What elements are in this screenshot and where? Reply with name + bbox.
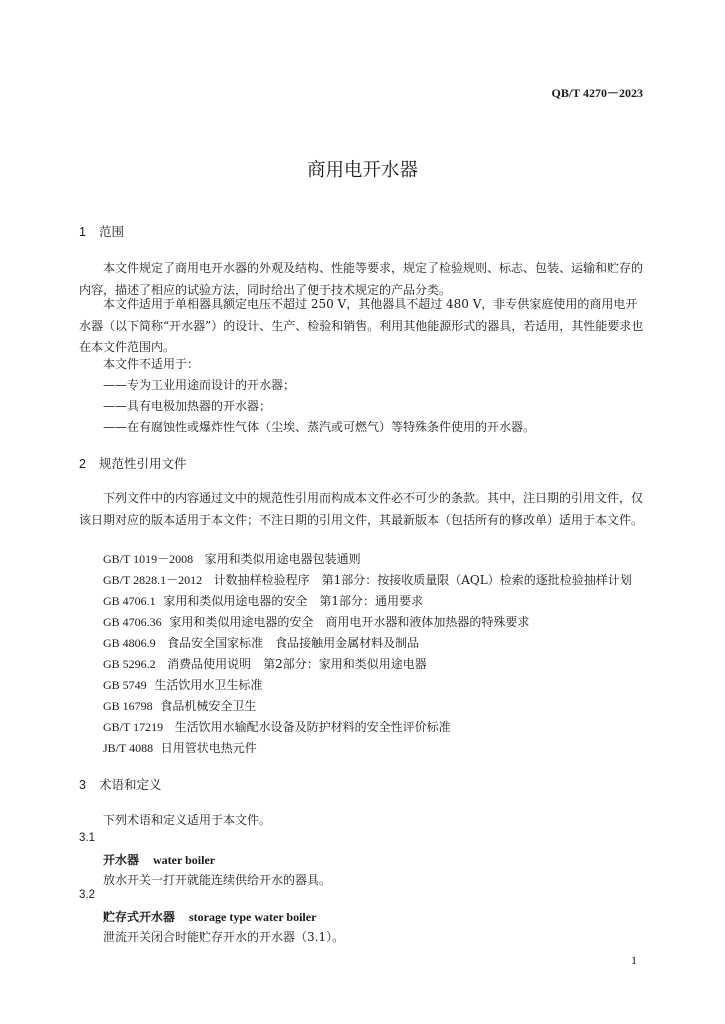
reference-item: GB 5749 生活饮用水卫生标准	[103, 678, 263, 692]
reference-item: GB 4706.1 家用和类似用途电器的安全 第1部分：通用要求	[103, 594, 423, 608]
section-2-intro: 下列文件中的内容通过文中的规范性引用而构成本文件必不可少的条款。其中，注日期的引用文件，仅该日期对应的版本适用于本文件；不注日期的引用文件，其最新版本（包括所有的修改单）适用于本文件。	[79, 491, 644, 527]
section-title: 规范性引用文件	[99, 456, 187, 471]
section-number: 3	[79, 778, 86, 792]
term-name: 开水器 water boiler	[103, 853, 216, 867]
section-1-paragraph-3: 本文件不适用于：	[103, 357, 200, 371]
section-1-paragraph-1: 本文件规定了商用电开水器的外观及结构、性能等要求，规定了检验规则、标志、包装、运输和贮存的内容，描述了相应的试验方法，同时给出了便于技术规定的产品分类。	[79, 261, 644, 297]
section-title: 术语和定义	[99, 777, 162, 792]
section-3-heading	[79, 775, 162, 793]
term-definition: 泄流开关闭合时能贮存开水的开水器（3.1）。	[103, 930, 345, 944]
reference-item: GB/T 17219 生活饮用水输配水设备及防护材料的安全性评价标准	[103, 720, 451, 734]
section-number: 1	[79, 225, 86, 239]
reference-item: GB 4706.36 家用和类似用途电器的安全 商用电开水器和液体加热器的特殊要求	[103, 615, 530, 629]
section-number: 2	[79, 457, 86, 471]
document-title: 商用电开水器	[306, 160, 418, 181]
section-1-heading	[79, 222, 124, 240]
section-3-intro: 下列术语和定义适用于本文件。	[103, 813, 272, 827]
section-1-paragraph-2: 本文件适用于单相器具额定电压不超过 250 V，其他器具不超过 480 V，非专供家庭使用的商用电开水器（以下简称“开水器”）的设计、生产、检验和销售。利用其他能源形式的器具，若适用，其性能要求也在本文件范围内。	[79, 297, 644, 354]
term-number: 3.1	[79, 832, 95, 844]
reference-item: JB/T 4088 日用管状电热元件	[103, 741, 257, 755]
standard-number: QB/T 4270－2023	[551, 86, 643, 100]
page-number: 1	[631, 953, 637, 967]
reference-item: GB 5296.2 消费品使用说明 第2部分：家用和类似用途电器	[103, 657, 427, 671]
list-item: ——专为工业用途而设计的开水器；	[103, 378, 296, 392]
term-definition: 放水开关一打开就能连续供给开水的器具。	[103, 873, 332, 887]
reference-item: GB/T 1019－2008 家用和类似用途电器包装通则	[103, 552, 361, 566]
list-item: ——具有电极加热器的开水器；	[103, 399, 272, 413]
list-item: ——在有腐蚀性或爆炸性气体（尘埃、蒸汽或可燃气）等特殊条件使用的开水器。	[103, 420, 536, 434]
reference-item: GB/T 2828.1－2012 计数抽样检验程序 第1部分：按接收质量限（AQL）检索的逐批检验抽样计划	[103, 573, 632, 587]
reference-item: GB 16798 食品机械安全卫生	[103, 699, 257, 713]
term-name: 贮存式开水器 storage type water boiler	[103, 910, 317, 924]
section-2-heading	[79, 454, 187, 472]
section-title: 范围	[99, 224, 125, 239]
term-number: 3.2	[79, 889, 95, 901]
reference-item: GB 4806.9 食品安全国家标准 食品接触用金属材料及制品	[103, 636, 420, 650]
